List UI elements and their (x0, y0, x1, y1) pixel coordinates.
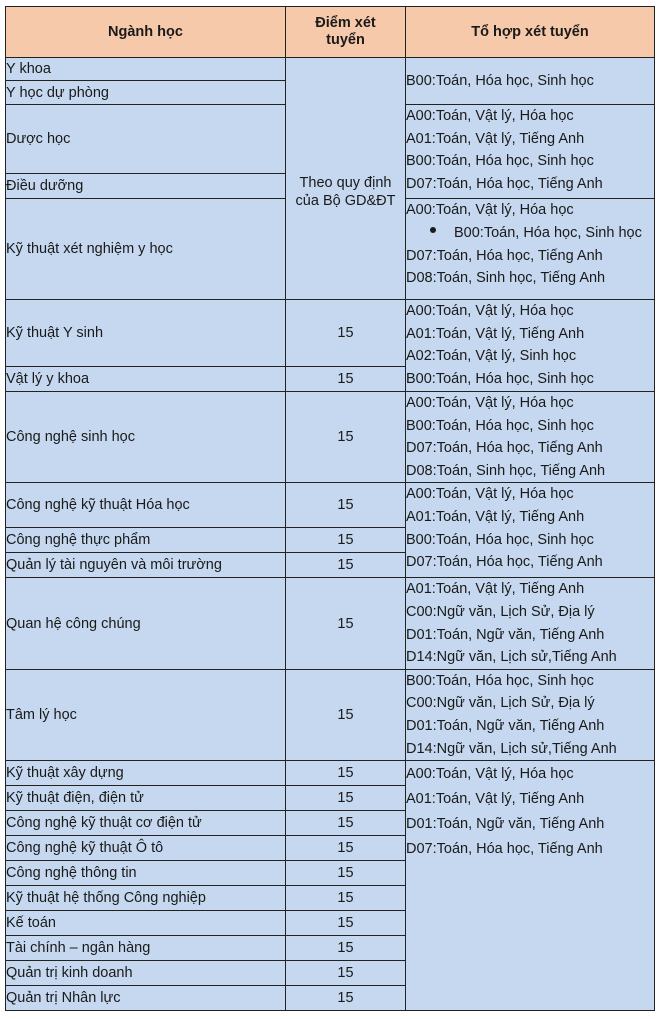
combo-item: A01:Toán, Vật lý, Tiếng Anh (406, 508, 585, 525)
score-cell: 15 (286, 836, 406, 861)
table-row (6, 761, 655, 786)
score-note-cell: Theo quy định của Bộ GD&ĐT (286, 58, 406, 300)
major-cell: Điều dưỡng (6, 174, 286, 199)
combo-item: A00:Toán, Vật lý, Hóa học (406, 202, 574, 218)
combo-item: A01:Toán, Vật lý, Tiếng Anh (406, 325, 585, 342)
score-cell: 15 (286, 669, 406, 760)
score-cell: 15 (286, 811, 406, 836)
header-combos: Tổ hợp xét tuyển (406, 7, 655, 58)
combo-item: C00:Ngữ văn, Lịch Sử, Địa lý (406, 695, 595, 712)
header-score: Điểm xét tuyển (286, 7, 406, 58)
combo-group (406, 761, 655, 1011)
score-cell: 15 (286, 483, 406, 528)
table-row (6, 578, 655, 669)
combo-item: B00:Toán, Hóa học, Sinh học (454, 224, 642, 241)
combo-group (406, 669, 655, 760)
combo-item: D07:Toán, Hóa học, Tiếng Anh (406, 175, 603, 192)
major-cell: Quản trị Nhân lực (6, 986, 286, 1011)
combo-item: B00:Toán, Hóa học, Sinh học (406, 531, 594, 548)
combo-item: A00:Toán, Vật lý, Hóa học (406, 766, 574, 783)
combo-item: B00:Toán, Hóa học, Sinh học (406, 672, 594, 689)
major-cell: Công nghệ kỹ thuật Hóa học (6, 483, 286, 528)
combo-item: A02:Toán, Vật lý, Sinh học (406, 348, 577, 365)
combo-group (406, 392, 655, 483)
major-cell: Công nghệ thông tin (6, 861, 286, 886)
combo-group (406, 199, 655, 300)
score-cell: 15 (286, 528, 406, 553)
combo-group (406, 300, 655, 392)
table-row (6, 58, 655, 81)
combo-item: B00:Toán, Hóa học, Sinh học (406, 370, 594, 387)
combo-group (406, 105, 655, 199)
combo-item: D07:Toán, Hóa học, Tiếng Anh (406, 440, 603, 457)
major-cell: Y khoa (6, 58, 286, 81)
combo-item: A00:Toán, Vật lý, Hóa học (406, 108, 574, 124)
combo-item: D07:Toán, Hóa học, Tiếng Anh (406, 554, 603, 571)
combo-item: D08:Toán, Sinh học, Tiếng Anh (406, 462, 606, 479)
combo-item: D14:Ngữ văn, Lịch sử,Tiếng Anh (406, 740, 617, 757)
major-cell: Kỹ thuật điện, điện tử (6, 786, 286, 811)
major-cell: Tâm lý học (6, 669, 286, 760)
combo-item: B00:Toán, Hóa học, Sinh học (406, 417, 594, 434)
major-cell: Kỹ thuật xây dựng (6, 761, 286, 786)
major-cell: Dược học (6, 105, 286, 174)
score-cell: 15 (286, 986, 406, 1011)
combo-item: D08:Toán, Sinh học, Tiếng Anh (406, 270, 606, 287)
major-cell: Quản trị kinh doanh (6, 961, 286, 986)
major-cell: Công nghệ sinh học (6, 392, 286, 483)
score-cell: 15 (286, 392, 406, 483)
major-cell: Quản lý tài nguyên và môi trường (6, 553, 286, 578)
major-cell: Công nghệ thực phẩm (6, 528, 286, 553)
combo-item: D14:Ngữ văn, Lịch sử,Tiếng Anh (406, 649, 617, 666)
major-cell: Công nghệ kỹ thuật Ô tô (6, 836, 286, 861)
major-cell: Vật lý y khoa (6, 367, 286, 392)
table-row (6, 392, 655, 483)
combo-item-bulleted (406, 222, 654, 245)
table-row (6, 669, 655, 760)
bullet-dot (430, 227, 436, 233)
combo-item: D01:Toán, Ngữ văn, Tiếng Anh (406, 717, 605, 734)
combo-item: A01:Toán, Vật lý, Tiếng Anh (406, 791, 585, 808)
header-row (6, 7, 655, 58)
major-cell: Quan hệ công chúng (6, 578, 286, 669)
major-cell: Công nghệ kỹ thuật cơ điện tử (6, 811, 286, 836)
score-cell: 15 (286, 911, 406, 936)
table-row (6, 300, 655, 367)
score-cell: 15 (286, 961, 406, 986)
combo-group (406, 58, 655, 105)
combo-item: D01:Toán, Ngữ văn, Tiếng Anh (406, 816, 605, 833)
combo-item: A01:Toán, Vật lý, Tiếng Anh (406, 581, 585, 598)
combo-item: C00:Ngữ văn, Lịch Sử, Địa lý (406, 603, 595, 620)
score-cell: 15 (286, 761, 406, 786)
combo-item: A00:Toán, Vật lý, Hóa học (406, 486, 574, 503)
score-cell: 15 (286, 578, 406, 669)
combo-item: D07:Toán, Hóa học, Tiếng Anh (406, 841, 603, 858)
score-cell: 15 (286, 886, 406, 911)
score-cell: 15 (286, 786, 406, 811)
score-cell: 15 (286, 936, 406, 961)
major-cell: Y học dự phòng (6, 81, 286, 105)
major-cell: Kỹ thuật Y sinh (6, 300, 286, 367)
combo-item: A00:Toán, Vật lý, Hóa học (406, 303, 574, 319)
header-major: Ngành học (6, 7, 286, 58)
combo-group (406, 483, 655, 578)
score-cell: 15 (286, 861, 406, 886)
major-cell: Kỹ thuật xét nghiệm y học (6, 199, 286, 300)
combo-item: A01:Toán, Vật lý, Tiếng Anh (406, 130, 585, 147)
major-cell: Kế toán (6, 911, 286, 936)
score-cell: 15 (286, 367, 406, 392)
combo-item: B00:Toán, Hóa học, Sinh học (406, 153, 594, 170)
combo-item: A00:Toán, Vật lý, Hóa học (406, 395, 574, 411)
combo-group (406, 578, 655, 669)
major-cell: Kỹ thuật hệ thống Công nghiệp (6, 886, 286, 911)
combo-item: D01:Toán, Ngữ văn, Tiếng Anh (406, 626, 605, 643)
combo-item: D07:Toán, Hóa học, Tiếng Anh (406, 247, 603, 264)
major-cell: Tài chính – ngân hàng (6, 936, 286, 961)
score-cell: 15 (286, 300, 406, 367)
admissions-table (5, 6, 655, 1011)
combo-item: B00:Toán, Hóa học, Sinh học (406, 73, 594, 89)
table-row (6, 483, 655, 528)
score-cell: 15 (286, 553, 406, 578)
